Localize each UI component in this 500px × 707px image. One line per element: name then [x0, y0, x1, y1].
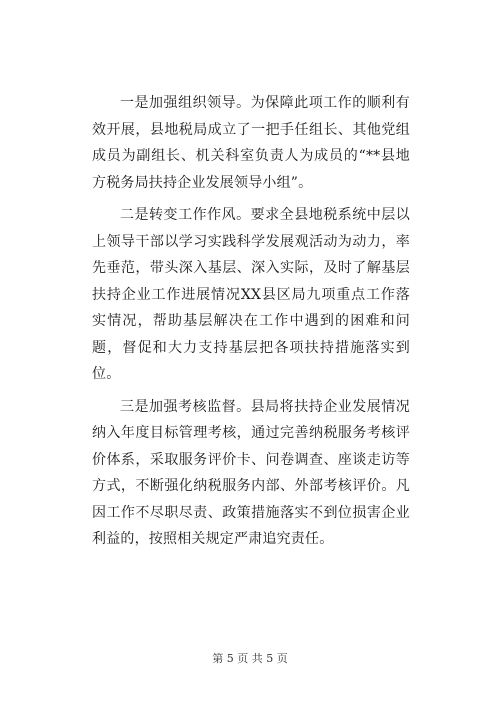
- page-footer: 第 5 页 共 5 页: [212, 652, 288, 665]
- paragraph-organization-leadership: 一是加强组织领导。为保障此项工作的顺利有效开展，县地税局成立了一把手任组长、其他党组成员为副组长、机关科室负责人为成员的“**县地方税务局扶持企业发展领导小组”。: [92, 95, 410, 191]
- paragraph-work-style: 二是转变工作作风。要求全县地税系统中层以上领导干部以学习实践科学发展观活动为动力，率先垂范，带头深入基层、深入实际，及时了解基层扶持企业工作进展情况XX县区局九项重点工作落实情况，帮助基层解决在工作中遇到的困难和问题，督促和大力支持基层把各项扶持措施落实到位。: [92, 207, 410, 382]
- document-body: [92, 90, 410, 559]
- paragraph-assessment-supervision: 三是加强考核监督。县局将扶持企业发展情况纳入年度目标管理考核，通过完善纳税服务考核评价体系，采取服务评价卡、问卷调查、座谈走访等方式，不断强化纳税服务内部、外部考核评价。凡因工作不尽职尽责、政策措施落实不到位损害企业利益的，按照相关规定严肃追究责任。: [92, 398, 410, 547]
